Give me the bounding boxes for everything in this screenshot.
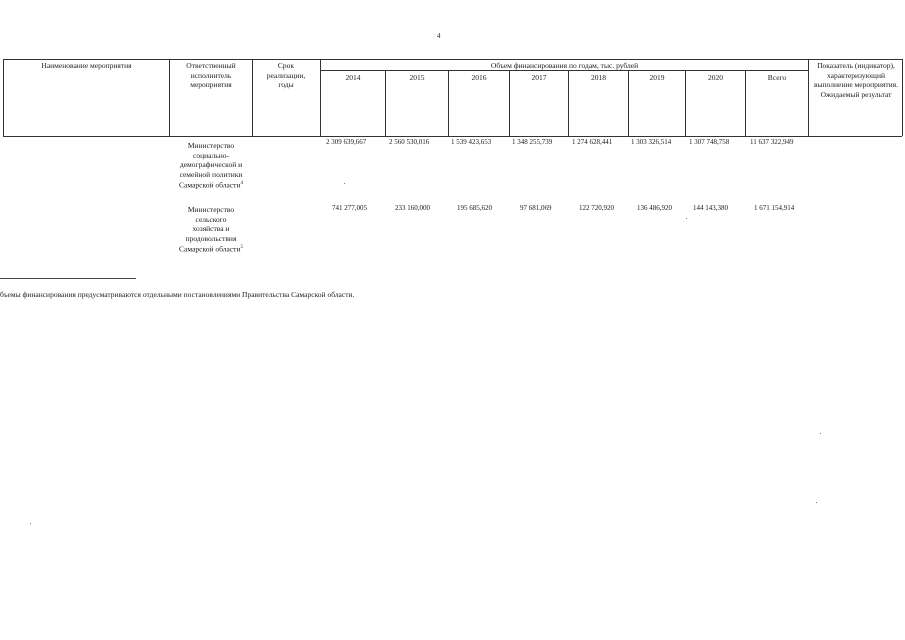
column-divider (169, 59, 170, 136)
footnote-mark: 5 (240, 245, 243, 250)
table-top-border (3, 59, 902, 60)
row-executor: Министерство социально- демографической и семейной политики Самарской области$^4$ (179, 141, 243, 190)
row-executor: Министерство сельского хозяйства и продовольствия Самарской области$^5$ (179, 205, 243, 254)
table-header-bottom-border (3, 136, 902, 137)
scan-speck (820, 433, 821, 434)
value-cell: 233 160,000 (395, 204, 430, 212)
footnote-text: бъемы финансирования предусматриваются отдельными постановлениями Правительства Самарской области. (0, 290, 355, 299)
value-cell: 1 539 423,653 (451, 138, 492, 146)
value-cell: 1 303 326,514 (631, 138, 672, 146)
scan-speck (344, 183, 345, 184)
year-header: 2017 (531, 73, 547, 82)
header-financing: Объем финансирования по годам, тыс. рублей (490, 61, 639, 70)
scan-speck (30, 523, 31, 524)
value-cell: 1 307 748,758 (689, 138, 730, 146)
value-cell: 195 685,620 (457, 204, 492, 212)
year-header: 2018 (591, 73, 606, 82)
column-divider (320, 59, 321, 136)
value-cell: 136 486,920 (637, 204, 672, 212)
header-term: Срок реализации, годы (266, 61, 306, 89)
table-right-border (902, 59, 903, 136)
value-cell: 1 274 628,441 (572, 138, 613, 146)
value-cell: 122 720,920 (579, 204, 614, 212)
value-cell: 741 277,005 (332, 204, 367, 212)
table-left-border (3, 59, 4, 136)
year-header: 2020 (708, 73, 723, 82)
year-header: 2015 (409, 73, 425, 82)
scan-speck (816, 502, 817, 503)
header-event-name: Наименование мероприятия (41, 61, 132, 70)
value-cell: 2 309 639,667 (326, 138, 367, 146)
column-divider (252, 59, 253, 136)
footnote-separator (0, 278, 136, 279)
year-header: 2016 (471, 73, 487, 82)
column-divider (808, 59, 809, 136)
scan-speck (686, 218, 687, 219)
header-executor: Ответственный исполнитель мероприятия (186, 61, 236, 89)
footnote-mark: 4 (240, 181, 243, 186)
year-header: 2019 (649, 73, 665, 82)
year-header-total: Всего (767, 73, 787, 82)
value-cell: 97 681,069 (520, 204, 552, 212)
year-header: 2014 (345, 73, 361, 82)
value-cell: 2 560 530,016 (389, 138, 430, 146)
value-cell-total: 1 671 154,914 (754, 204, 795, 212)
value-cell-total: 11 637 322,949 (750, 138, 794, 146)
page-number: 4 (437, 32, 441, 40)
value-cell: 144 143,380 (693, 204, 728, 212)
header-indicator: Показатель (индикатор), характеризующий выполнение мероприятия. Ожидаемый результат (814, 61, 898, 99)
value-cell: 1 348 255,739 (512, 138, 553, 146)
